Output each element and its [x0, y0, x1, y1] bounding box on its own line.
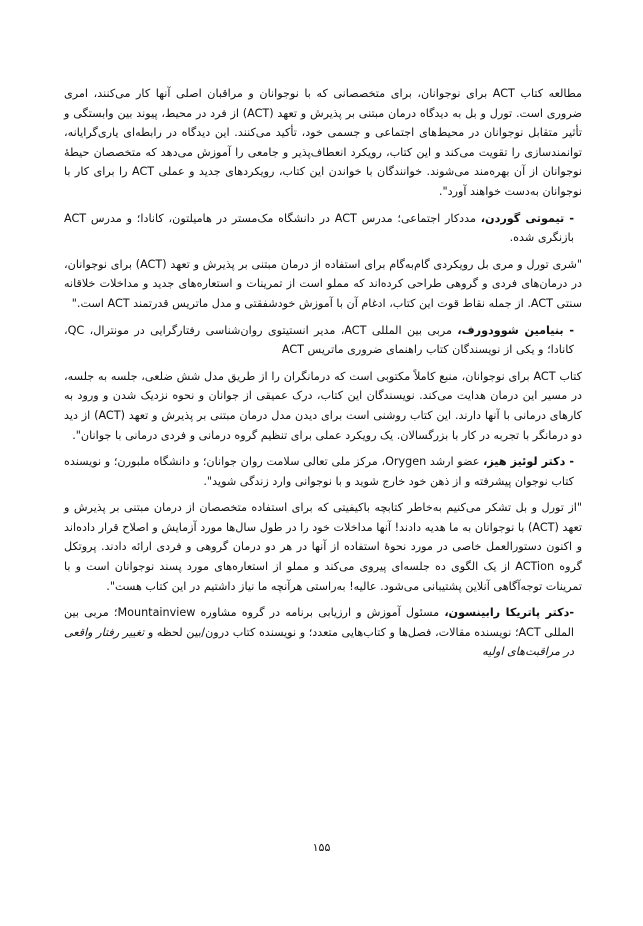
endorsements-section: [64, 84, 582, 662]
attribution-credentials-4: مسئول آموزش و ارزیابی برنامه در گروه مشاوره Mountainview؛ مربی بین المللی ACT؛ نویسنده مقالات، فصل‌ها و کتاب‌هایی متعدد؛ و نویسنده کتاب درون/بین لحظه و: [64, 606, 574, 639]
endorsement-quote-1: مطالعه کتاب ACT برای نوجوانان، برای متخصصانی که با نوجوانان و مراقبان اصلی آنها کار می‌کنند، امری ضروری است. تورل و بل به دیدگاه درمان مبتنی بر پذیرش و تعهد (ACT) از فرد در محیط، پیوند بین وابستگی و تأثیر متقابل نوجوانان در محیط‌های اجتماعی و جسمی خود، تأکید می‌کنند. این دیدگاه در رابطه‌ای یاری‌گرایانه، توانمندسازی را تقویت می‌کند و این کتاب، رویکرد انعطاف‌پذیر و جامعی را آموزش می‌دهد که متخصصان حیطهٔ نوجوانان از آن بهره‌مند می‌شوند. خوانندگان با خواندن این کتاب، رویکردهای جدید و عملی ACT را برای کار با نوجوانان به‌دست خواهند آورد".: [64, 87, 583, 198]
attribution-book-title-4: تغییر رفتار واقعی در مراقبت‌های اولیه: [64, 625, 574, 659]
endorsement-attribution-2: [64, 321, 582, 360]
attribution-name-1: - تیموتی گوردن،: [480, 211, 575, 225]
attribution-credentials-2: مربی بین المللی ACT، مدیر انستیتوی روان‌شناسی رفتارگرایی در مونترال، QC، کانادا؛ و یکی از نویسندگان کتاب راهنمای ضروری ماتریس ACT: [64, 323, 574, 357]
attribution-name-2: - بنیامین شوودورف،: [457, 323, 574, 337]
attribution-name-3: - دکتر لوئیز هیز،: [483, 455, 574, 469]
endorsement-quote-3: کتاب ACT برای نوجوانان، منبع کاملاً مکتوبی است که درمانگران را از طریق مدل شش ضلعی، جلسه به جلسه، در مسیر این درمان هدایت می‌کند. نویسندگان این کتاب، درک عمیقی از جوانان و نحوه نزدیک شدن و ورود به کارهای درمانی با آنها دارند. این کتاب روشنی است برای دیدن مدل درمان مبتنی بر پذیرش و تعهد (ACT) از دید دو درمانگر با تجربه در کار با بزرگسالان. یک رویکرد عملی برای تنظیم گروه درمانی و فردی درمانی با جوانان".: [64, 369, 582, 442]
endorsement-quote-4: "از تورل و بل تشکر می‌کنیم به‌خاطر کتابچه باکیفیتی که برای استفاده متخصصان از درمان مبتنی بر پذیرش و تعهد (ACT) با نوجوانان به ما هدیه دادند! آنها مداخلات خود را در طول سال‌ها مورد آزمایش و اصلاح قرار داده‌اند و اکنون دستورالعمل خاصی در مورد نحوهٔ استفاده از آنها در هر دو درمان گروهی و فردی ارائه دادند. پروتکل گروه ACTion از یک الگوی ده جلسه‌ای پیروی می‌کند و مملو از استعاره‌های مورد پسند نوجوانان است و با تمرینات توجه‌آگاهی آنلاین پشتیبانی می‌شود. عالیه! به‌راستی هرآنچه ما نیاز داشتیم در این کتاب هست".: [64, 501, 582, 593]
attribution-name-4: -دکتر پاتریکا رابینسون،: [444, 606, 575, 620]
page-number: ۱۵۵: [312, 841, 331, 854]
attribution-credentials-1: مددکار اجتماعی؛ مدرس ACT در دانشگاه مک‌مستر در هامیلتون، کانادا؛ و مدرس ACT بازنگری شده.: [64, 211, 574, 245]
endorsement-quote-2: "شری تورل و مری بل رویکردی گام‌به‌گام برای استفاده از درمان مبتنی بر پذیرش و تعهد (ACT) برای نوجوانان، در درمان‌های فردی و گروهی طراحی کرده‌اند که مملو است از تمرینات و استعاره‌های جدید و مداخلات خلاقانه سنتی ACT. از جمله نقاط قوت این کتاب، ادغام آن با آموزش خودشفقتی و مدل ماتریس قدرتمند ACT است.": [64, 257, 582, 310]
endorsement-attribution-1: [64, 209, 582, 248]
attribution-credentials-3: عضو ارشد Orygen، مرکز ملی تعالی سلامت روان جوانان؛ و دانشگاه ملبورن؛ و نویسنده کتاب نوجوان پیشرفته و از ذهن خود خارج شوید و با نوجوانی وارد زندگی شوید".: [64, 455, 574, 488]
endorsement-attribution-3: [64, 452, 582, 491]
endorsement-attribution-4: [64, 603, 582, 662]
